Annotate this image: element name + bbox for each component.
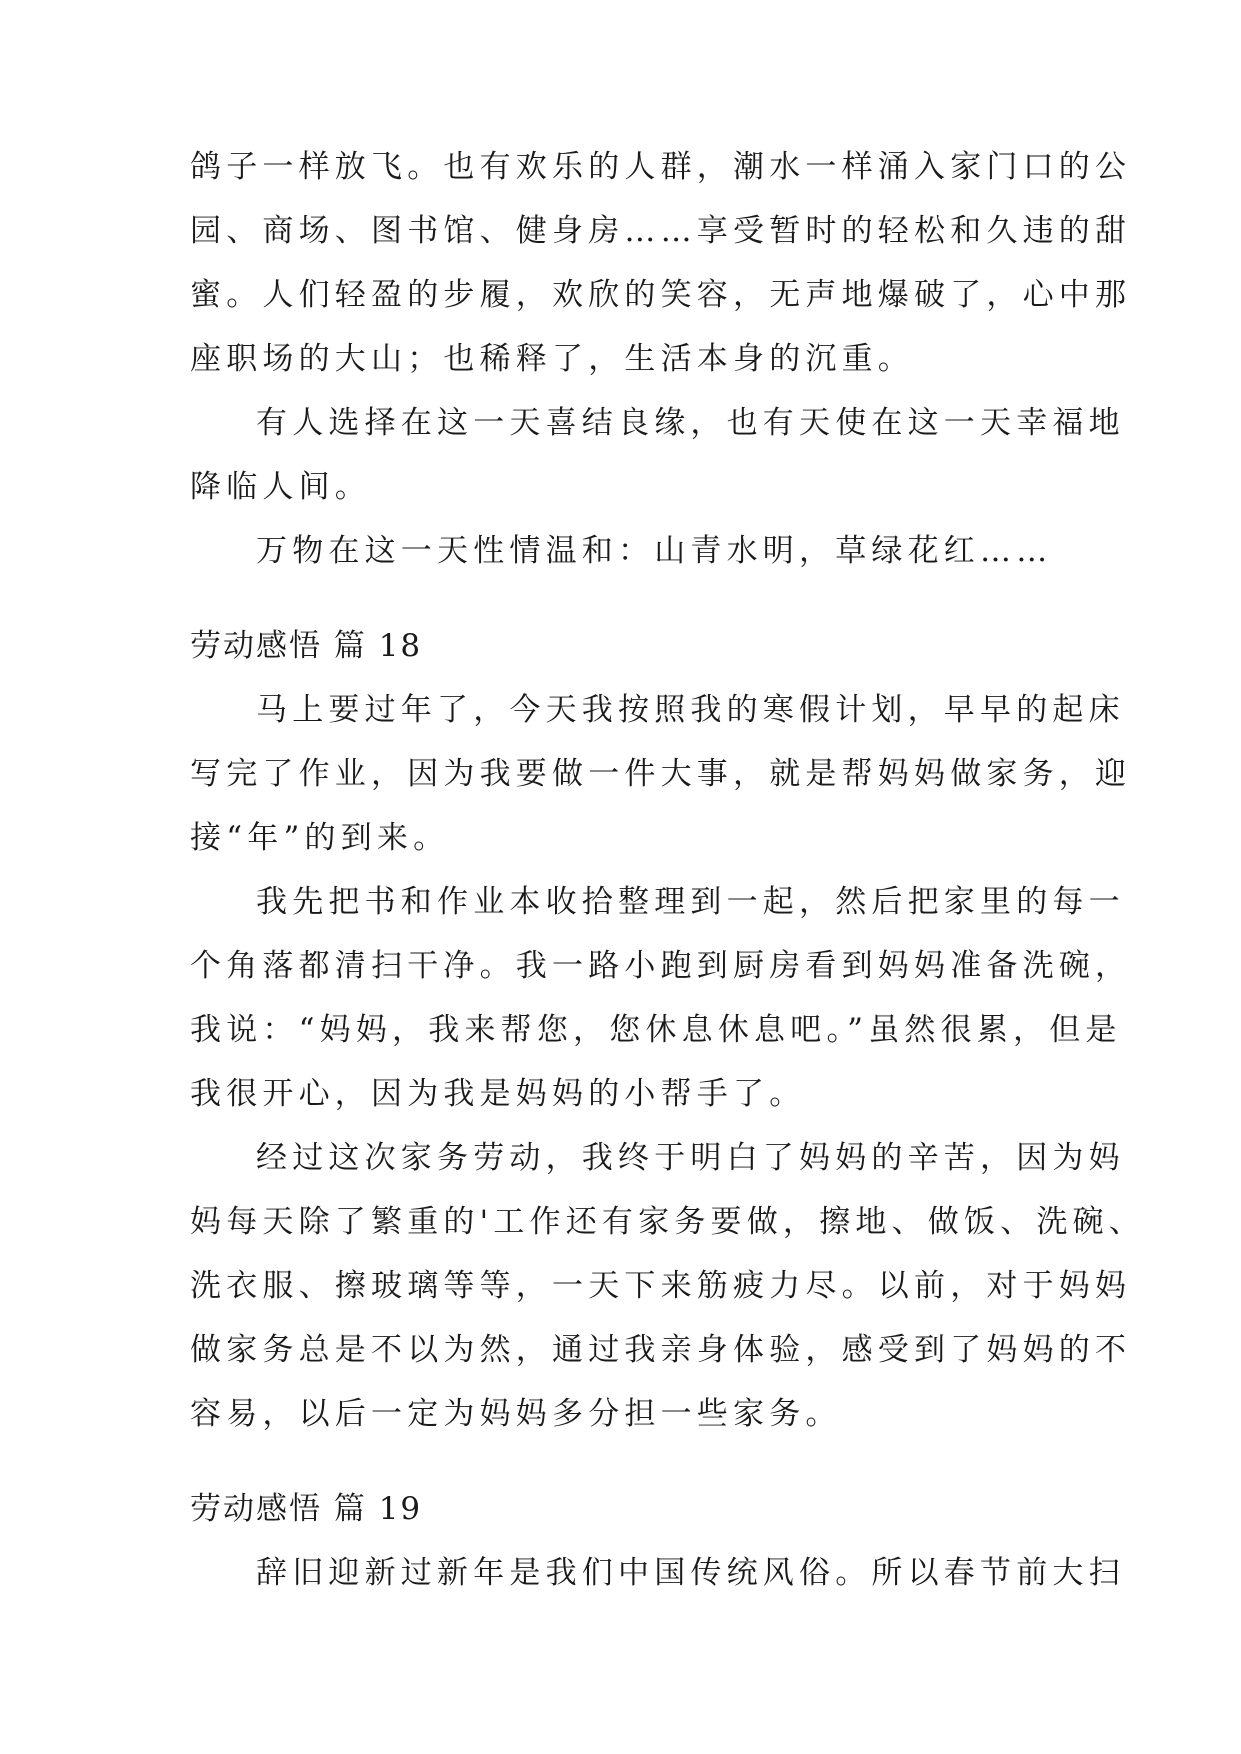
paragraph-line: 洗衣服、擦玻璃等等，一天下来筋疲力尽。以前，对于妈妈 — [190, 1268, 1132, 1304]
paragraph-line: 经过这次家务劳动，我终于明白了妈妈的辛苦，因为妈 — [256, 1140, 1125, 1176]
paragraph-line: 妈每天除了繁重的'工作还有家务要做，擦地、做饭、洗碗、 — [190, 1204, 1145, 1240]
paragraph-line: 我很开心，因为我是妈妈的小帮手了。 — [190, 1076, 806, 1112]
paragraph-line: 写完了作业，因为我要做一件大事，就是帮妈妈做家务，迎 — [190, 756, 1132, 792]
paragraph-line: 我先把书和作业本收拾整理到一起，然后把家里的每一 — [256, 884, 1125, 920]
paragraph-line: 个角落都清扫干净。我一路小跑到厨房看到妈妈准备洗碗， — [190, 948, 1132, 984]
paragraph-line: 降临人间。 — [190, 469, 371, 505]
paragraph-line: 园、商场、图书馆、健身房……享受暂时的轻松和久违的甜 — [190, 213, 1132, 249]
paragraph-line: 有人选择在这一天喜结良缘，也有天使在这一天幸福地 — [256, 405, 1125, 441]
document-page — [190, 0, 1145, 1754]
paragraph-line: 做家务总是不以为然，通过我亲身体验，感受到了妈妈的不 — [190, 1332, 1132, 1368]
paragraph-line: 万物在这一天性情温和：山青水明，草绿花红…… — [256, 533, 1053, 569]
section-heading: 劳动感悟 篇 18 — [190, 628, 423, 664]
paragraph-line: 鸽子一样放飞。也有欢乐的人群，潮水一样涌入家门口的公 — [190, 149, 1132, 185]
paragraph-line: 蜜。人们轻盈的步履，欢欣的笑容，无声地爆破了，心中那 — [190, 277, 1132, 313]
paragraph-line: 座职场的大山；也稀释了，生活本身的沉重。 — [190, 341, 914, 377]
paragraph-line: 我说：“妈妈，我来帮您，您休息休息吧。”虽然很累，但是 — [190, 1012, 1122, 1048]
paragraph-line: 辞旧迎新过新年是我们中国传统风俗。所以春节前大扫 — [256, 1555, 1125, 1591]
section-heading: 劳动感悟 篇 19 — [190, 1491, 423, 1527]
paragraph-line: 马上要过年了，今天我按照我的寒假计划，早早的起床 — [256, 692, 1125, 728]
paragraph-line: 接“年”的到来。 — [190, 820, 450, 856]
paragraph-line: 容易，以后一定为妈妈多分担一些家务。 — [190, 1396, 842, 1432]
